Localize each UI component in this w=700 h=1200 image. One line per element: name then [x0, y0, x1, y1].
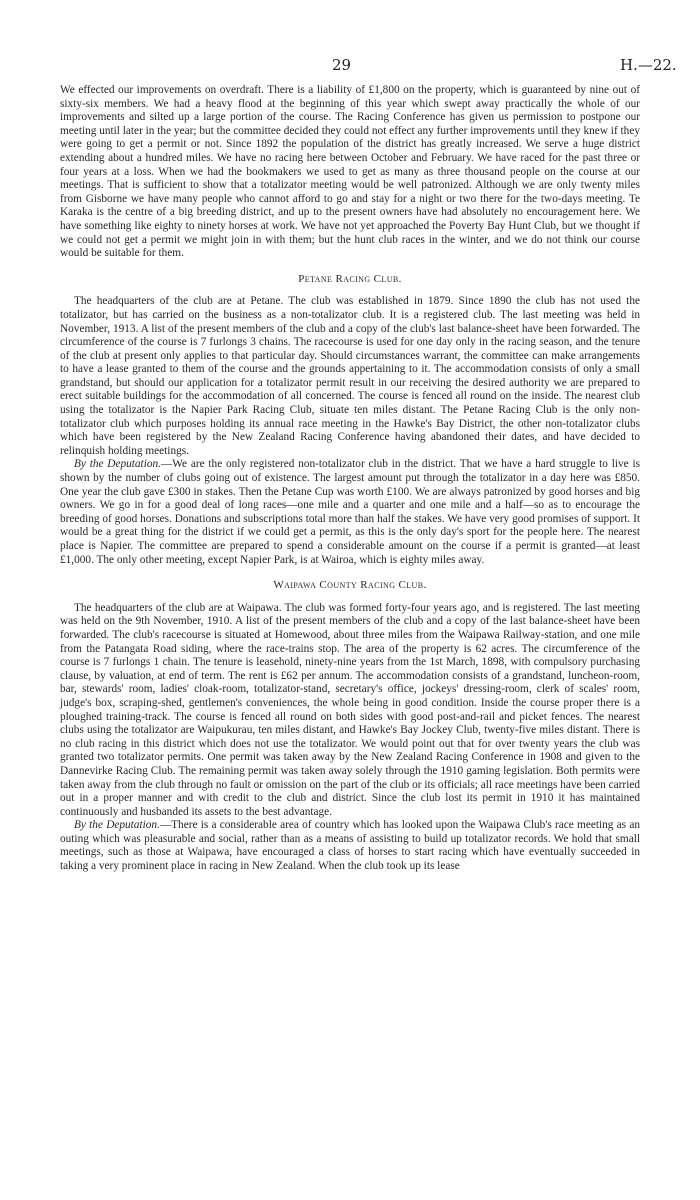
petane-deputation-paragraph: [60, 458, 640, 567]
waipawa-paragraph: The headquarters of the club are at Waipawa. The club was formed forty-four years ago, and is registered. The last meeting was held on the 9th November, 1910. A list of the present members of the club and a copy of the last balance-sheet have been forwarded. The club's racecourse is situated at Homewood, about three miles from the Waipawa Railway-station, and one mile from the Patangata Road siding, where the race-trains stop. The area of the property is 62 acres. The circumference of the course is 7 furlongs 1 chain. The tenure is leasehold, ninety-nine years from the 1st March, 1898, with compulsory purchasing clause, by valuation, at end of term. The rent is £62 per annum. The accommodation consists of a grandstand, luncheon-room, bar, stewards' room, ladies' cloak-room, totalizator-stand, secretary's office, jockeys' dressing-room, clerk of scales' room, judge's box, scraping-shed, gentlemen's conveniences, the whole being in good condition. Inside the course proper there is a ploughed training-track. The course is fenced all round on both sides with good post-and-rail and picket fences. The nearest clubs using the totalizator are Waipukurau, ten miles distant, and Hawke's Bay Jockey Club, twenty-five miles distant. There is no club racing in this district which does not use the totalizator. We would point out that for over twenty years the club was granted two totalizator permits. One permit was taken away by the New Zealand Racing Conference in 1908 and given to the Dannevirke Racing Club. The remaining permit was taken away solely through the 1910 gaming legislation. Both permits were taken away from the club through no fault or omission on the part of the club or its officials; all race meetings have been carried out in a proper manner and with credit to the club and district. Since the club lost its permit in 1910 it has maintained continuously and husbanded its assets to the best advantage.: [60, 601, 640, 818]
deputation-text: —There is a considerable area of country which has looked upon the Waipawa Club's race meeting as an outing which was pleasurable and social, rather than as a means of assisting to build up totalizator records. We hold that small meetings, such as those at Waipawa, have encouraged a class of horses to start racing which have eventually succeeded in taking a very prominent place in racing in New Zealand. When the club took up its lease: [60, 819, 640, 873]
document-id: H.—22.: [620, 56, 677, 74]
waipawa-deputation-paragraph: [60, 819, 640, 873]
section-heading-waipawa: Waipawa County Racing Club.: [273, 579, 427, 592]
section-heading-petane: Petane Racing Club.: [298, 272, 402, 285]
page-number: 29: [332, 56, 352, 74]
deputation-text: —We are the only registered non-totalizator club in the district. That we have a hard struggle to live is shown by the number of clubs going out of existence. The largest amount put through the totalizator in a day here was £850. One year the club gave £300 in stakes. Then the Petane Cup was worth £100. We are always patronized by good horses and big owners. We go in for a good deal of long races—one mile and a quarter and one mile and a half—so as to encourage the breeding of good horses. Donations and subscriptions total more than half the stakes. We have very good promises of support. It would be a great thing for the district if we could get a permit, as this is the only day's sport for the people here. The nearest place is Napier. The committee are prepared to spend a considerable amount on the course if a permit is granted—at least £1,000. The only other meeting, except Napier Park, is at Wairoa, which is eighty miles away.: [60, 458, 640, 566]
intro-paragraph: We effected our improvements on overdraft. There is a liability of £1,800 on the property, which is guaranteed by nine out of sixty-six members. We had a heavy flood at the beginning of this year which swept away practically the whole of our improvements and silted up a large portion of the course. The Racing Conference has given us permission to postpone our meeting until later in the year; but the committee decided they could not effect any further improvements until they knew if they were going to get a permit or not. Since 1892 the population of the district has greatly increased. We serve a huge district extending about a hundred miles. We have no racing here between October and February. We have raced for the past three or four years at a loss. When we had the bookmakers we used to get as many as three thousand people on the course at our meetings. That is sufficient to show that a totalizator meeting would be well patronized. Although we are only twenty miles from Gisborne we have many people who cannot afford to go and stay for a night or two there for the two-days meeting. Te Karaka is the centre of a big breeding district, and up to the present owners have had absolutely no encouragement here. We have something like eighty to ninety horses at work. We have not yet approached the Poverty Bay Hunt Club, but we thought if we could not get a permit we might join in with them; but the hunt club races in the winter, and we do not think our course would be suitable for them.: [60, 84, 640, 260]
deputation-label: By the Deputation.: [74, 819, 160, 832]
petane-paragraph: The headquarters of the club are at Petane. The club was established in 1879. Since 1890 the club has not used the totalizator, but has carried on the business as a non-totalizator club. It is a registered club. The last meeting was held in November, 1913. A list of the present members of the club and a copy of the club's last balance-sheet have been forwarded. The circumference of the course is 7 furlongs 3 chains. The racecourse is used for one day only in the racing season, and the tenure of the club at present only applies to that particular day. Should circumstances warrant, the committee can make arrangements to have a lease granted to them of the course and the grounds appertaining to it. The accommodation consists of only a small grandstand, but should our application for a totalizator permit result in our receiving the desired authority we are prepared to erect suitable buildings for the accommodation of all concerned. The course is fenced all round on the inside. The nearest club using the totalizator is the Napier Park Racing Club, situate ten miles distant. The Petane Racing Club is the only non-totalizator club which purposes holding its annual race meeting in the Hawke's Bay District, the other non-totalizator clubs which have been registered by the New Zealand Racing Conference having abandoned their dates, and have decided to relinquish holding meetings.: [60, 295, 640, 457]
document-body: [60, 84, 640, 874]
deputation-label: By the Deputation.: [74, 458, 161, 471]
